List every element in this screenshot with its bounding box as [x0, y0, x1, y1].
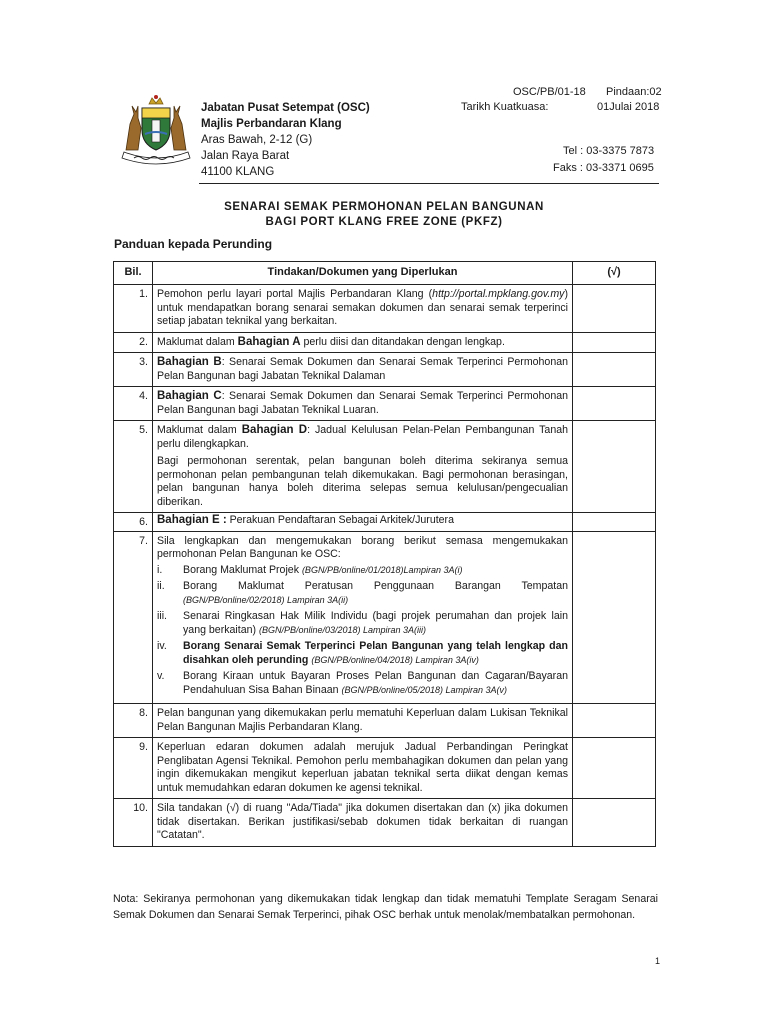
row-number: 1.	[114, 285, 153, 333]
check-cell[interactable]	[573, 738, 656, 799]
effective-label: Tarikh Kuatkuasa:	[461, 101, 549, 113]
section-ref: Bahagian D	[241, 424, 308, 436]
check-cell[interactable]	[573, 285, 656, 333]
title-line-2: BAGI PORT KLANG FREE ZONE (PKFZ)	[265, 216, 503, 228]
row-text	[153, 387, 573, 421]
table-row	[114, 738, 656, 799]
row-text-part: : Senarai Semak Dokumen dan Senarai Semak Terperinci Permohonan Pelan Bangunan bagi Jabatan Teknikal Luaran.	[157, 390, 568, 416]
section-ref: Bahagian E :	[157, 514, 227, 526]
table-row	[114, 387, 656, 421]
row-number: 8.	[114, 704, 153, 738]
address-line-3: 41100 KLANG	[201, 166, 275, 178]
row-paragraph	[157, 424, 568, 451]
table-row	[114, 353, 656, 387]
list-numeral: ii.	[157, 580, 165, 592]
footnote: Nota: Sekiranya permohonan yang dikemukakan tidak lengkap dan tidak mematuhi Template Seragam Senarai Semak Dokumen dan Senarai Semak Terperinci, pihak OSC berhak untuk menolak/membatalkan permohonan.	[113, 893, 658, 921]
row-text	[153, 332, 573, 353]
portal-link[interactable]: http://portal.mpklang.gov.my	[432, 288, 565, 300]
list-text-part: Borang Senarai Semak Terperinci Pelan Bangunan yang telah lengkap dan disahkan oleh perunding	[183, 640, 568, 666]
form-reference: (BGN/PB/online/04/2018) Lampiran 3A(iv)	[311, 654, 479, 665]
checklist-table	[113, 261, 656, 847]
form-reference: (BGN/PB/online/03/2018) Lampiran 3A(iii)	[258, 624, 427, 635]
list-item	[157, 670, 568, 697]
row-text-part: Maklumat dalam	[157, 424, 242, 436]
check-cell[interactable]	[573, 704, 656, 738]
address-line-1: Aras Bawah, 2-12 (G)	[201, 134, 313, 146]
list-text-part: Borang Maklumat Projek	[183, 563, 302, 576]
check-cell[interactable]	[573, 421, 656, 513]
doc-code: OSC/PB/01-18	[513, 86, 586, 98]
list-text	[183, 670, 568, 697]
row-paragraph: Bagi permohonan serentak, pelan bangunan boleh diterima sekiranya semua permohonan pelan pembangunan telah dikemukakan. Bagi permohonan berasingan, pelan bangunan hanya boleh diterima selepas semua kelulusan/pengecualian diberikan.	[157, 455, 568, 508]
list-text	[183, 580, 568, 607]
page-number: 1	[655, 956, 661, 966]
check-cell[interactable]	[573, 531, 656, 704]
org-name: Jabatan Pusat Setempat (OSC)	[201, 102, 370, 114]
list-text-part: Borang Kiraan untuk Bayaran Proses Pelan Bangunan dan Cagaran/Bayaran Pendahuluan Sisa Bahan Binaan	[183, 670, 568, 696]
list-item	[157, 564, 568, 578]
form-reference: (BGN/PB/online/01/2018)Lampiran 3A(i)	[301, 564, 463, 575]
table-header-row	[114, 262, 656, 285]
list-numeral: v.	[157, 670, 165, 682]
header-address-block	[201, 100, 370, 180]
table-row	[114, 799, 656, 847]
row-text	[153, 421, 573, 513]
list-text-part: Borang Maklumat Peratusan Penggunaan Barangan Tempatan	[183, 580, 568, 592]
check-cell[interactable]	[573, 387, 656, 421]
check-cell[interactable]	[573, 513, 656, 532]
list-item	[157, 640, 568, 667]
amendment: Pindaan:02	[606, 86, 662, 98]
row-text-part: Maklumat dalam	[157, 335, 238, 348]
check-cell[interactable]	[573, 799, 656, 847]
row-number: 4.	[114, 387, 153, 421]
row-text	[153, 531, 573, 704]
row-text-part: Pemohon perlu layari portal Majlis Perbandaran Klang (	[157, 288, 433, 300]
list-item	[157, 580, 568, 607]
row-paragraph: Sila lengkapkan dan mengemukakan borang berikut semasa mengemukakan permohonan Pelan Bangunan ke OSC:	[157, 534, 568, 560]
section-ref: Bahagian B	[157, 356, 222, 368]
col-header-no: Bil.	[114, 262, 153, 285]
row-number: 3.	[114, 353, 153, 387]
table-row	[114, 513, 656, 532]
check-cell[interactable]	[573, 332, 656, 353]
row-number: 9.	[114, 738, 153, 799]
row-text-part: Perakuan Pendaftaran Sebagai Arkitek/Jurutera	[226, 514, 454, 526]
row-number: 6.	[114, 513, 153, 532]
table-row	[114, 531, 656, 704]
form-reference: (BGN/PB/online/02/2018) Lampiran 3A(ii)	[183, 594, 349, 605]
table-row	[114, 332, 656, 353]
council-name: Majlis Perbandaran Klang	[201, 118, 342, 130]
row-number: 7.	[114, 531, 153, 704]
row-text-part: perlu diisi dan ditandakan dengan lengkap.	[300, 335, 505, 348]
row-text	[153, 513, 573, 532]
list-text	[183, 610, 568, 637]
row-text	[153, 353, 573, 387]
table-row	[114, 421, 656, 513]
title-line-1: SENARAI SEMAK PERMOHONAN PELAN BANGUNAN	[224, 201, 544, 213]
row-text-part: : Senarai Semak Dokumen dan Senarai Semak Terperinci Permohonan Pelan Bangunan bagi Jabatan Teknikal Dalaman	[157, 356, 568, 382]
row-text-part: ) untuk mendapatkan borang senarai semakan dokumen dan senarai semak terperinci setiap jabatan teknikal yang berkaitan.	[157, 288, 568, 327]
section-ref: Bahagian A	[237, 335, 301, 348]
section-ref: Bahagian C	[157, 390, 222, 402]
list-item	[157, 610, 568, 637]
row-number: 10.	[114, 799, 153, 847]
fax: Faks : 03-3371 0695	[553, 162, 654, 174]
table-row	[114, 285, 656, 333]
header-divider	[199, 183, 659, 184]
list-text	[183, 640, 568, 667]
list-text	[183, 564, 568, 578]
table-row	[114, 704, 656, 738]
row-number: 5.	[114, 421, 153, 513]
row-text: Sila tandakan (√) di ruang "Ada/Tiada" jika dokumen disertakan dan (x) jika dokumen tidak disertakan. Berikan justifikasi/sebab dokumen tidak berkaitan di ruangan "Catatan".	[153, 799, 573, 847]
list-numeral: i.	[157, 563, 163, 576]
row-text: Pelan bangunan yang dikemukakan perlu mematuhi Keperluan dalam Lukisan Teknikal Pelan Bangunan Majlis Perbandaran Klang.	[153, 704, 573, 738]
form-reference: (BGN/PB/online/05/2018) Lampiran 3A(v)	[341, 684, 508, 695]
tel: Tel : 03-3375 7873	[563, 145, 655, 157]
address-line-2: Jalan Raya Barat	[201, 150, 290, 162]
check-cell[interactable]	[573, 353, 656, 387]
row-number: 2.	[114, 332, 153, 353]
row-text-part: : Jadual Kelulusan Pelan-Pelan Pembangunan Tanah perlu dilengkapkan.	[157, 424, 568, 450]
council-crest-logo	[116, 94, 196, 168]
guide-heading: Panduan kepada Perunding	[114, 237, 273, 251]
row-text	[153, 285, 573, 333]
list-numeral: iv.	[157, 640, 167, 652]
row-text: Keperluan edaran dokumen adalah merujuk Jadual Perbandingan Peringkat Penglibatan Agensi Teknikal. Pemohon perlu membahagikan dokumen dan pelan yang ingin dikemukakan mengikut keperluan jabatan teknikal serta diikat dengan kemas untuk memudahkan edaran dokumen ke agensi teknikal.	[153, 738, 573, 799]
effective-date: 01Julai 2018	[597, 101, 660, 113]
col-header-action: Tindakan/Dokumen yang Diperlukan	[153, 262, 573, 285]
col-header-check: (√)	[573, 262, 656, 285]
list-text-part: Senarai Ringkasan Hak Milik Individu (bagi projek perumahan dan projek lain yang berkaitan)	[183, 610, 568, 636]
list-numeral: iii.	[157, 610, 168, 622]
